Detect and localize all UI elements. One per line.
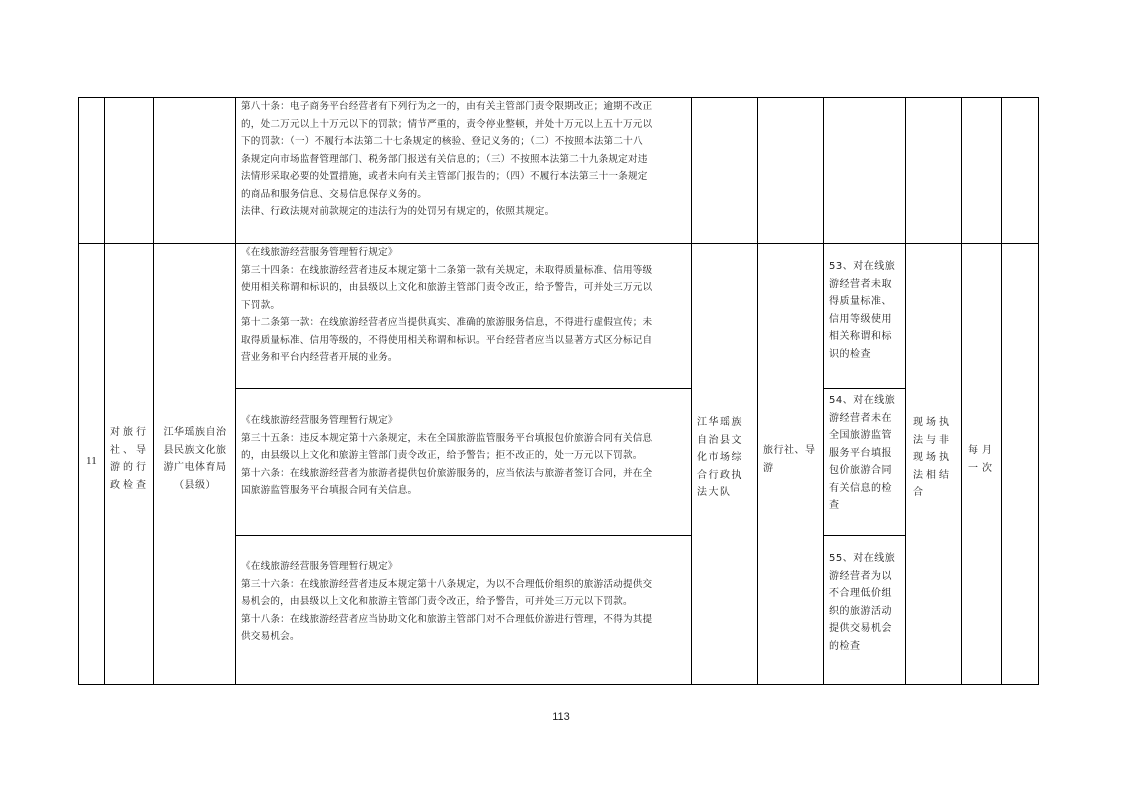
text-line: 《在线旅游经营服务管理暂行规定》 (241, 247, 398, 258)
text-line: 相关称谓和标 (829, 331, 892, 342)
text-line: 易机会的，由县级以上文化和旅游主管部门责令改正，给予警告，可并处三万元以下罚款。 (241, 596, 633, 607)
text-line: 法与非 (913, 434, 952, 446)
text-line: 法相结 (913, 469, 952, 481)
text-line: 第三十四条：在线旅游经营者违反本规定第十二条第一款有关规定，未取得质量标准、信用等级 (241, 264, 653, 276)
department (159, 424, 231, 494)
text-line: 提供交易机会 (829, 623, 892, 634)
text-line: 游的行 (110, 462, 149, 473)
text-line: 游经营者未取 (829, 278, 892, 290)
text-line: 识的检查 (829, 348, 871, 360)
row-number: 11 (86, 455, 97, 467)
text-line: 的商品和服务信息、交易信息保存义务的。 (241, 188, 428, 200)
text-line: 营业务和平台内经营者开展的业务。 (241, 352, 398, 363)
col-divider (1001, 98, 1002, 684)
text-line: 织的旅游活动 (829, 605, 892, 617)
executor (697, 414, 743, 502)
text-line: 江华瑶族自治 (163, 427, 227, 438)
col-divider (235, 98, 236, 684)
text-line: 的，由县级以上文化和旅游主管部门责令改正，给予警告；拒不改正的，处一万元以下罚款。 (241, 450, 643, 461)
text-line: 法律、行政法规对前款规定的违法行为的处罚另有规定的，依照其规定。 (241, 206, 555, 217)
text-line: 条规定向市场监督管理部门、税务部门报送有关信息的；（三）不按照本法第二十九条规定对违 (241, 153, 648, 165)
inspection-target (763, 442, 816, 477)
text-line: 54、对在线旅 (829, 395, 896, 406)
text-line: 不合理低价组 (829, 588, 892, 599)
text-line: 县民族文化旅 (163, 444, 227, 456)
text-line: 55、对在线旅 (829, 553, 896, 564)
text-line: 供交易机会。 (241, 631, 300, 642)
text-line: 合行政执 (697, 469, 743, 481)
row-divider (235, 535, 691, 536)
text-line: 《在线旅游经营服务管理暂行规定》 (241, 561, 398, 572)
text-line: 游广电体育局 (163, 462, 227, 473)
top-block-text (241, 98, 689, 221)
col-divider (905, 98, 906, 684)
text-line: 江华瑶族 (697, 417, 743, 428)
check-item (829, 392, 895, 515)
text-line: 信用等级使用 (829, 313, 892, 325)
text-line: 查 (829, 500, 840, 511)
col-divider (961, 98, 962, 684)
text-line: 第八十条：电子商务平台经营者有下列行为之一的，由有关主管部门责令限期改正；逾期不改正 (241, 101, 653, 112)
text-line: 自治县文 (697, 434, 743, 446)
col-divider (153, 98, 154, 684)
text-line: 一次 (968, 462, 996, 474)
check-item (829, 550, 895, 655)
check-item (829, 258, 895, 363)
item-name (110, 424, 149, 494)
regulation-table (78, 97, 1039, 685)
row-divider (235, 388, 691, 389)
text-line: 第十二条第一款：在线旅游经营者应当提供真实、准确的旅游服务信息，不得进行虚假宣传；未 (241, 317, 653, 328)
text-line: 现场执 (913, 417, 952, 428)
text-line: 每月 (968, 445, 996, 456)
col-divider (691, 98, 692, 684)
text-line: 合 (913, 487, 926, 498)
col-divider (104, 98, 105, 684)
text-line: 化市场综 (697, 452, 743, 463)
text-line: 政检查 (110, 479, 149, 491)
text-line: 游经营者为以 (829, 570, 892, 582)
text-line: 对旅行 (110, 427, 149, 438)
text-line: 旅行社、导 (763, 445, 816, 456)
page-number: 113 (552, 711, 570, 723)
text-line: 《在线旅游经营服务管理暂行规定》 (241, 415, 398, 426)
text-line: 第三十六条：在线旅游经营者违反本规定第十八条规定，为以不合理低价组织的旅游活动提供交 (241, 578, 653, 590)
row-divider (823, 535, 905, 536)
text-line: 社、导 (110, 444, 149, 456)
text-line: 游 (763, 462, 774, 474)
text-line: 全国旅游监管 (829, 430, 892, 441)
text-line: 国旅游监管服务平台填报合同有关信息。 (241, 485, 418, 496)
text-line: 下罚款。 (241, 299, 281, 311)
text-line: 服务平台填报 (829, 447, 892, 459)
text-line: 有关信息的检 (829, 482, 892, 494)
col-divider (757, 98, 758, 684)
col-divider (823, 98, 824, 684)
row-divider (823, 388, 905, 389)
basis-cell (241, 412, 689, 500)
basis-cell (241, 244, 689, 367)
text-line: 包价旅游合同 (829, 465, 892, 476)
text-line: 第十八条：在线旅游经营者应当协助文化和旅游主管部门对不合理低价游进行管理，不得为其提 (241, 613, 653, 625)
text-line: 的，处二万元以上十万元以下的罚款；情节严重的，责令停业整顿，并处十万元以上五十万元以 (241, 118, 653, 130)
text-line: （县级） (174, 479, 216, 491)
text-line: 使用相关称谓和标识的，由县级以上文化和旅游主管部门责令改正，给予警告，可并处三万元以 (241, 282, 653, 293)
text-line: 53、对在线旅 (829, 261, 896, 272)
text-line: 法情形采取必要的处置措施，或者未向有关主管部门报告的；（四）不履行本法第三十一条规定 (241, 171, 648, 182)
inspection-frequency (968, 442, 996, 477)
text-line: 游经营者未在 (829, 412, 892, 424)
text-line: 取得质量标准、信用等级的，不得使用相关称谓和标识。平台经营者应当以显著方式区分标记自 (241, 334, 653, 346)
text-line: 现场执 (913, 452, 952, 463)
inspection-method (913, 414, 952, 502)
text-line: 得质量标准、 (829, 296, 892, 307)
text-line: 第三十五条：违反本规定第十六条规定，未在全国旅游监管服务平台填报包价旅游合同有关信息 (241, 432, 653, 444)
basis-cell (241, 558, 689, 646)
text-line: 的检查 (829, 640, 861, 652)
text-line: 第十六条：在线旅游经营者为旅游者提供包价旅游服务的，应当依法与旅游者签订合同，并在全 (241, 467, 653, 479)
text-line: 下的罚款：（一）不履行本法第二十七条规定的核验、登记义务的；（二）不按照本法第二十八 (241, 136, 643, 147)
text-line: 法大队 (697, 487, 732, 498)
